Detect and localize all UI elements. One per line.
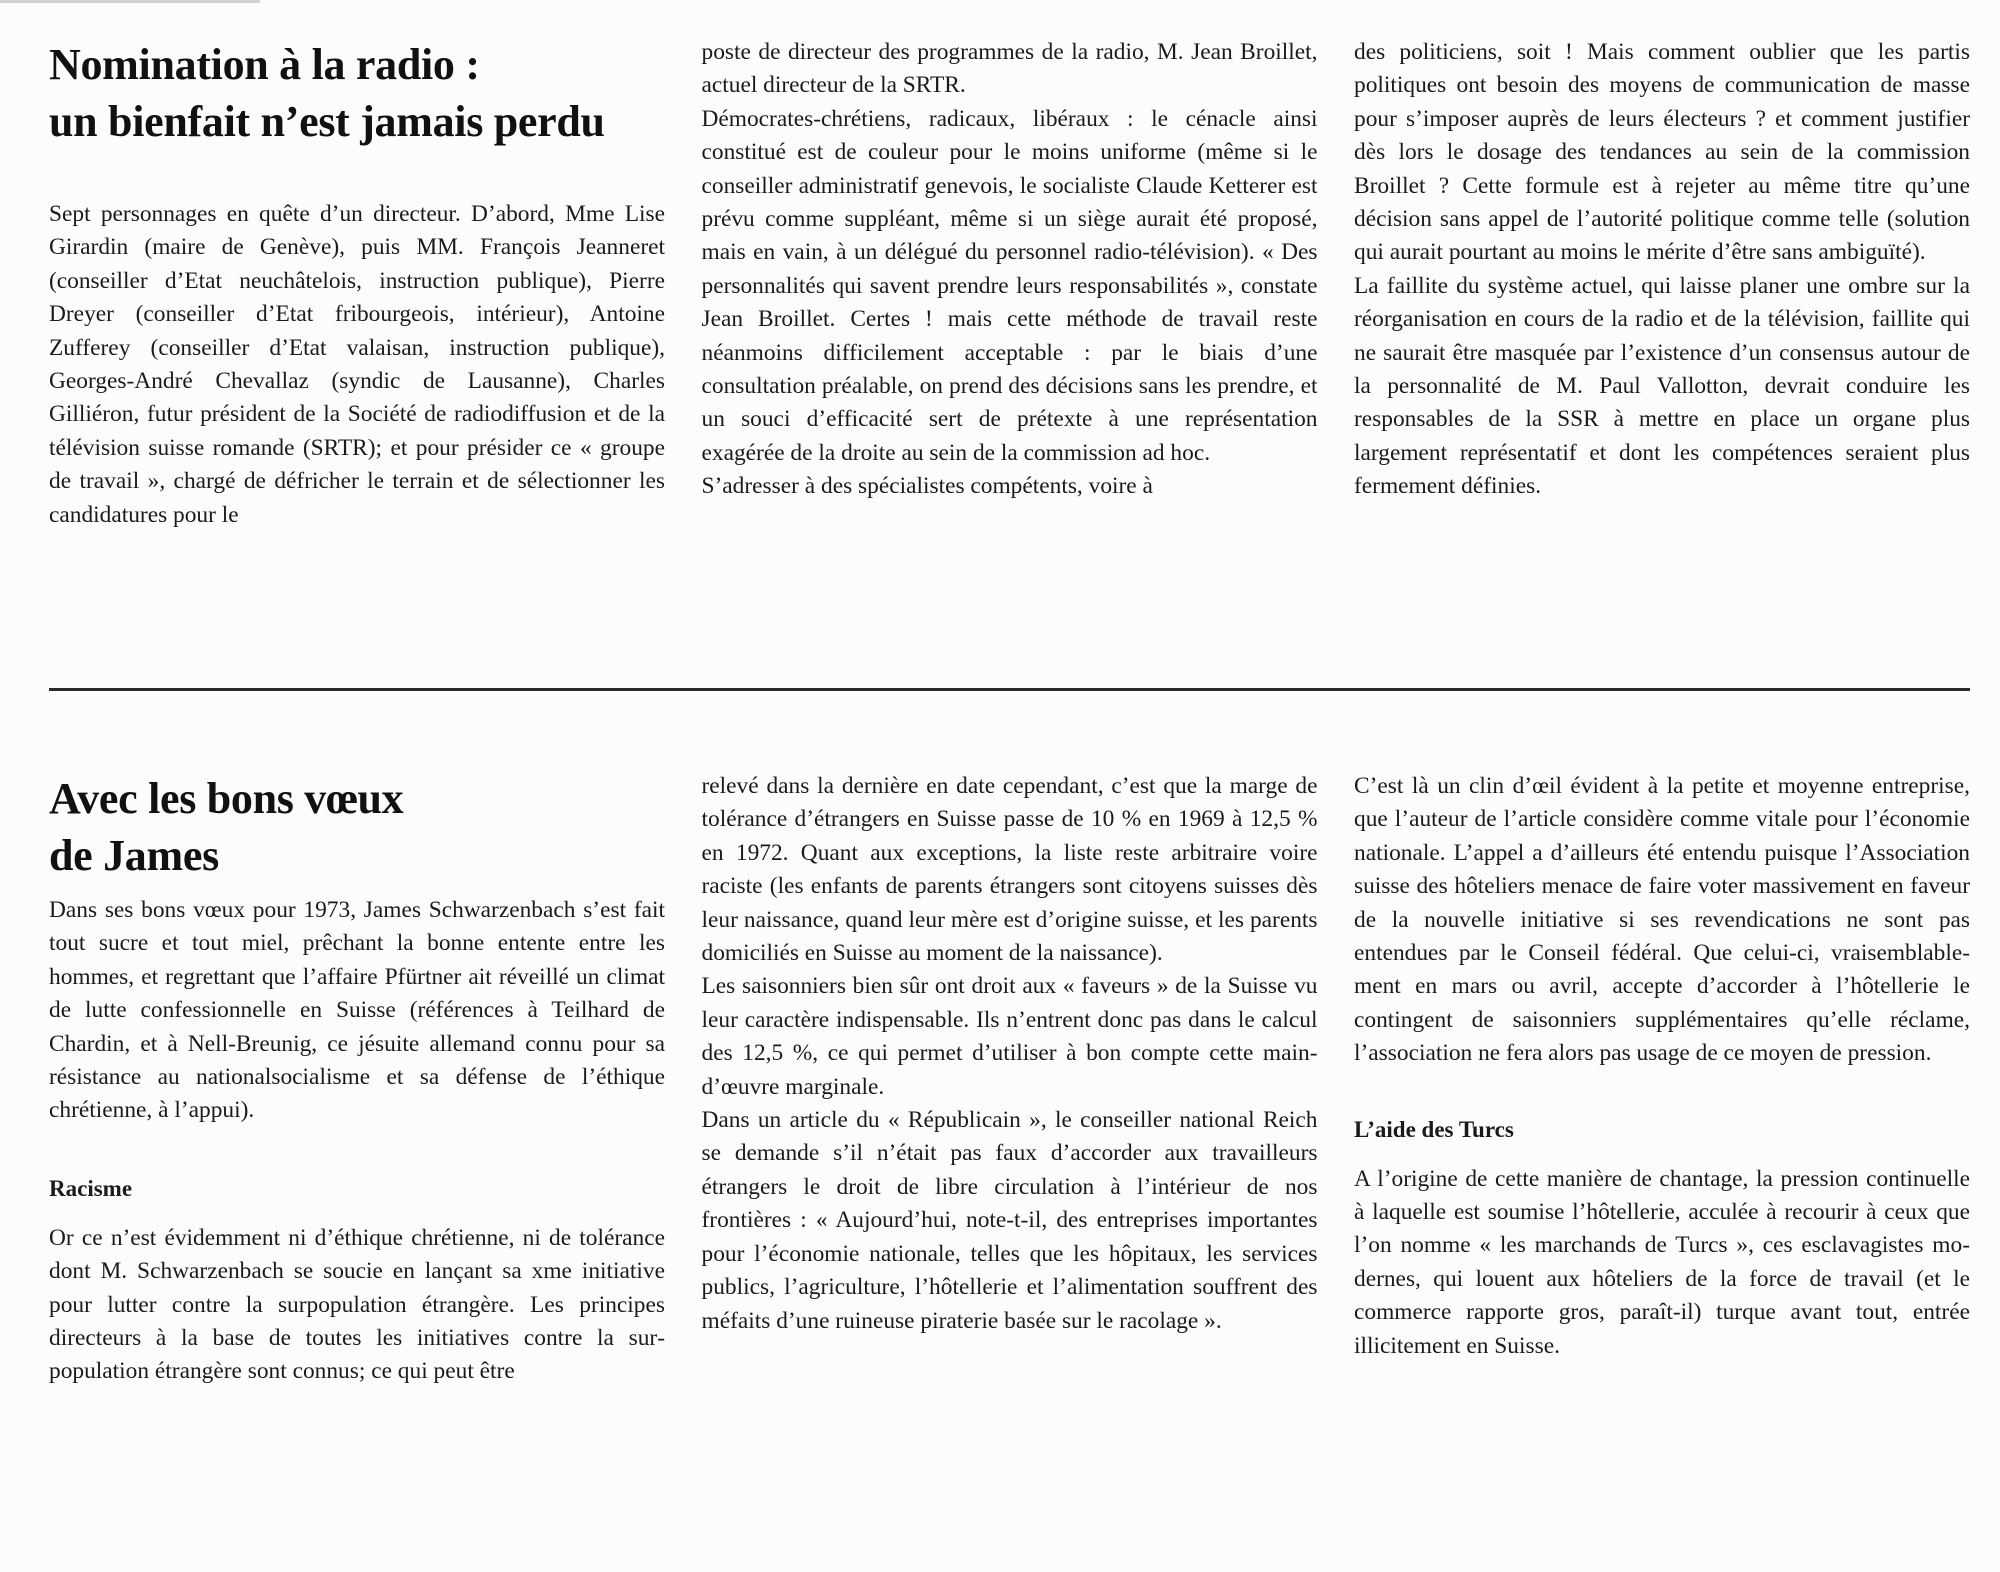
article1-col1-paragraph: Sept personnages en quête d’un directeur. D’abord, Mme Lise Girardin (maire de Genève), puis MM. François Jeanneret (conseiller d’Etat neuchâtelois, instruction publique), Pierre Dreyer (conseiller d’Etat fribourgeois, intérieur), Antoine Zufferey (conseiller d’Etat valaisan, instruction publique), Georges-André Chevallaz (syndic de Lausanne), Charles Gilliéron, futur président de la Société de radiodiffusion et de la télévision suisse romande (SRTR); et pour présider ce « groupe de travail », chargé de défricher le terrain et de sélectionner les candidatures pour le	[49, 201, 665, 528]
article1-column-2	[702, 36, 1318, 532]
article2-col3-intro: C’est là un clin d’œil évident à la petite et moyenne entreprise, que l’auteur de l’article considère comme vitale pour l’économie nationale. L’appel a d’ailleurs été entendu puisque l’Association suisse des hôteliers menace de faire voter massivement en faveur de la nouvelle initiative si ses revendications ne sont pas entendues par le Conseil fédéral. Que celui-ci, vraisemblablement en mars ou avril, accepte d’accorder à l’hôtellerie le contingent de saisonniers supplémentaires qu’elle réclame, l’association ne fera alors pas usage de ce moyen de pression.	[1354, 773, 1970, 1067]
article1-title-line1: Nomination à la radio :	[49, 40, 480, 89]
subhead-aide-des-turcs: L’aide des Turcs	[1354, 1116, 1514, 1142]
article1-col2-paragraph-3: S’adresser à des spécialistes compétents, voire à	[701, 473, 1153, 500]
article2-column-1	[49, 770, 665, 1389]
article-schwarzenbach	[49, 770, 1970, 1389]
article2-col3-body: A l’origine de cette manière de chantage, la pression continuelle à laquelle est soumise l’hôtellerie, acculée à recourir à ceux que l’on nomme « les marchands de Turcs », ces esclavagistes modernes, qui louent aux hôteliers de la force de travail (et le commerce rapporte gros, paraît-il) turque avant tout, entrée illicitement en Suisse.	[1354, 1165, 1970, 1359]
article2-column-3	[1354, 770, 1970, 1389]
article1-col2-paragraph-2: Démocrates-chrétiens, radicaux, libéraux : le cénacle ainsi constitué est de couleur pour le moins uniforme (même si le conseiller administratif genevois, le socialiste Claude Ketterer est prévu comme suppléant, même si un siège aurait été proposé, mais en vain, à un délégué du personnel radio-télévision). « Des personnalités qui savent prendre leurs responsabilités », constate Jean Broillet. Certes ! mais cette méthode de travail reste néanmoins difficilement acceptable : par le biais d’une consultation préalable, on prend des décisions sans les prendre, et un souci d’efficacité sert de prétexte à une représentation exagérée de la droite au sein de la commission ad hoc.	[701, 105, 1318, 466]
article1-column-1	[49, 36, 665, 532]
article1-title	[49, 36, 665, 150]
article1-column-3	[1354, 36, 1970, 532]
article1-title-line2: un bienfait n’est jamais perdu	[49, 97, 605, 146]
article2-column-2	[702, 770, 1318, 1389]
article2-title-line2: de James	[49, 831, 219, 880]
article-radio-nomination	[49, 36, 1970, 532]
article1-col3-paragraph-1: des politiciens, soit ! Mais comment oublier que les partis politiques ont besoin des moyens de communication de masse pour s’imposer auprès de leurs électeurs ? et comment justifier dès lors le dosage des tendances au sein de la commission Broillet ? Cette formule est à rejeter au même titre qu’une décision sans appel de l’autorité politique comme telle (solution qui aurait pourtant au moins le mérite d’être sans ambiguïté).	[1354, 39, 1970, 266]
article2-col2-paragraph-1: relevé dans la dernière en date cependant, c’est que la marge de tolérance d’étrangers en Suisse passe de 10 % en 1969 à 12,5 % en 1972. Quant aux exceptions, la liste reste arbitraire voire raciste (les enfants de parents étrangers sont citoyens suisses dès leur naissance, quand leur mère est d’origine suisse, et les parents domiciliés en Suisse au moment de la naissance).	[701, 773, 1318, 967]
article2-title-line1: Avec les bons vœux	[49, 774, 404, 823]
article2-col1-body: Or ce n’est évidemment ni d’éthique chrétienne, ni de tolérance dont M. Schwarzenbach se soucie en lançant sa xme initiative pour lutter contre la surpopulation étrangère. Les principes directeurs à la base de toutes les initiatives contre la surpopulation étrangère sont connus; ce qui peut être	[49, 1224, 665, 1385]
article2-col2-paragraph-3: Dans un article du « Républicain », le conseiller national Reich se demande s’il n’était pas faux d’accorder aux travailleurs étrangers le droit de libre circulation à l’intérieur de nos frontières : « Aujourd’hui, note-t-il, des entreprises importantes pour l’économie nationale, telles que les hôpitaux, les services publics, l’agriculture, l’hôtellerie et l’alimentation souffrent des méfaits d’une ruineuse piraterie basée sur le racolage ».	[701, 1107, 1318, 1334]
top-edge-line	[0, 0, 260, 3]
subhead-racisme: Racisme	[49, 1175, 133, 1201]
article2-title	[49, 770, 665, 884]
section-divider	[49, 688, 1970, 691]
article1-col2-paragraph-1: poste de directeur des programmes de la radio, M. Jean Broillet, actuel directeur de la SRTR.	[701, 39, 1318, 99]
article2-intro-paragraph: Dans ses bons vœux pour 1973, James Schwarzenbach s’est fait tout sucre et tout miel, prêchant la bonne entente entre les hommes, et regrettant que l’affaire Pfürtner ait réveillé un climat de lutte confessionnelle en Suisse (références à Teilhard de Chardin, et à Nell-Breunig, ce jésuite allemand connu pour sa résistance au nationalsocialisme et sa défense de l’éthique chrétienne, à l’appui).	[49, 897, 665, 1124]
article1-col3-paragraph-2: La faillite du système actuel, qui laisse planer une ombre sur la réorganisation en cours de la radio et de la télévision, faillite qui ne saurait être masquée par l’existence d’un consensus autour de la personnalité de M. Paul Vallotton, devrait conduire les responsables de la SSR à mettre en place un organe plus largement représentatif et dont les compétences seraient plus fermement définies.	[1354, 272, 1970, 500]
article2-col2-paragraph-2: Les saisonniers bien sûr ont droit aux « faveurs » de la Suisse vu leur caractère indispensable. Ils n’entrent donc pas dans le calcul des 12,5 %, ce qui permet d’utiliser à bon compte cette maind’œuvre marginale.	[701, 973, 1318, 1100]
